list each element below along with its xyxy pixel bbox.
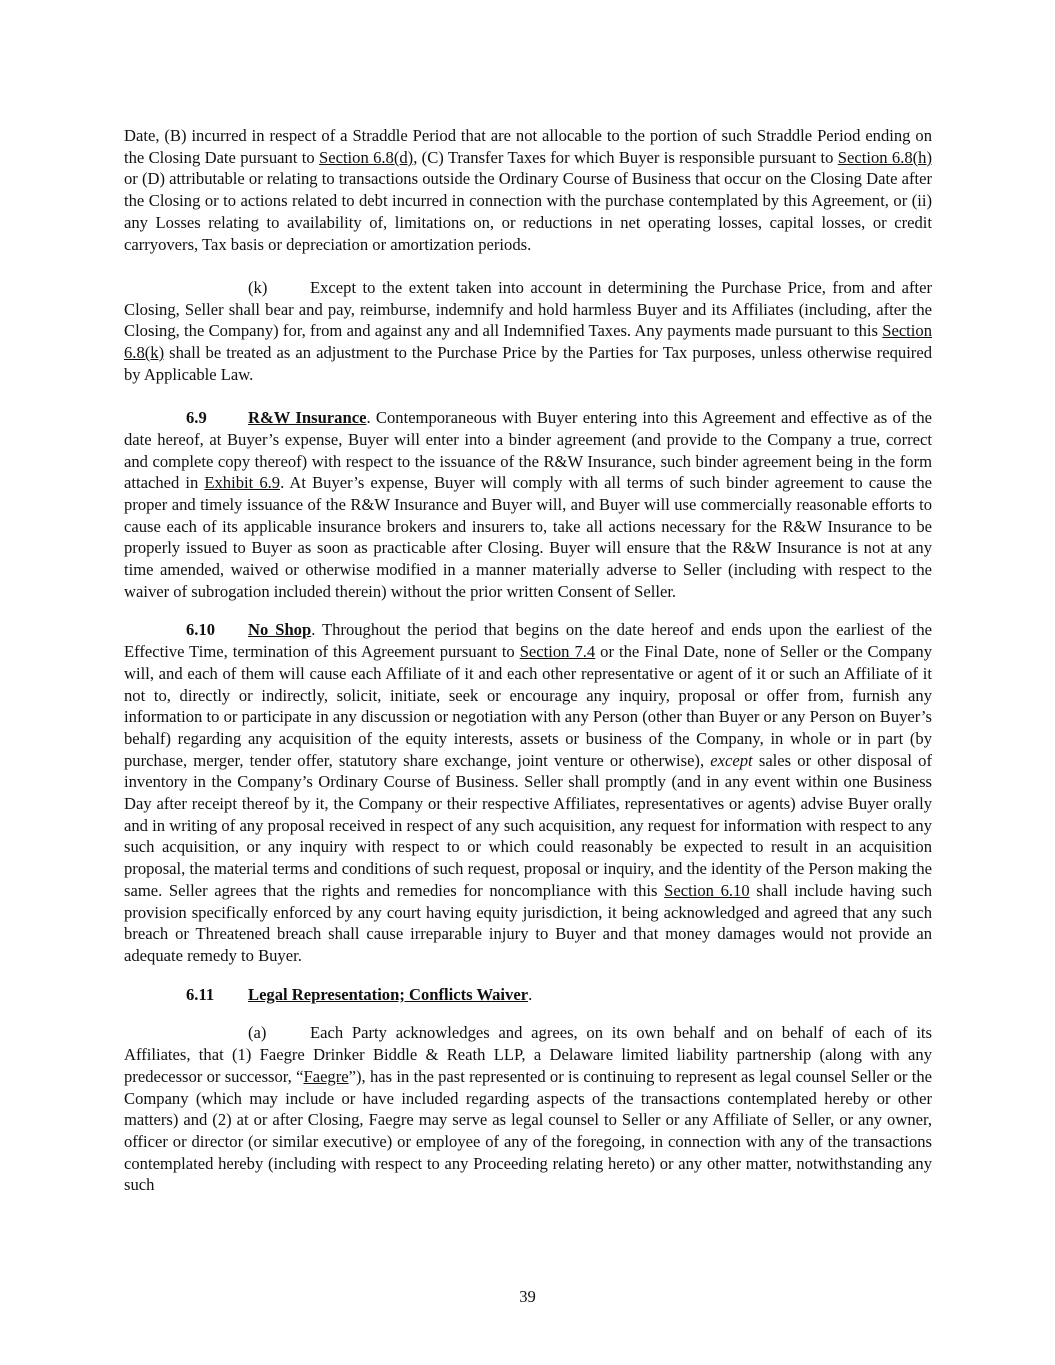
cross-reference: Exhibit 6.9 (204, 473, 281, 493)
section-number: 6.11 (186, 984, 215, 1004)
cross-reference: Section 6.8(d) (318, 147, 414, 167)
subsection-label: (k) (248, 277, 268, 297)
cross-reference: Section 6.8(k) (124, 321, 932, 363)
subsection-label: (a) (248, 1023, 267, 1043)
defined-term: Faegre (303, 1066, 349, 1086)
section-title: R&W Insurance (248, 408, 367, 428)
document-page (124, 125, 932, 1196)
subsection-k: (k) Except to the extent taken into account in determining the Purchase Price, from and after Closing, Seller shall bear and pay, reimburse, indemnify and hold harmless Buyer and its Affiliates (including, after the Closing, the Company) for, from and against any and all Indemnified Taxes. Any payments made pursuant to this Section 6.8(k) shall be treated as an adjustment to the Purchase Price by the Parties for Tax purposes, unless otherwise required by Applicable Law. (124, 277, 932, 384)
cross-reference: Section 6.10 (664, 880, 750, 900)
subsection-a: (a) Each Party acknowledges and agrees, on its own behalf and on behalf of each of its Affiliates, that (1) Faegre Drinker Biddle & Reath LLP, a Delaware limited liability partnership (along with any predecessor or successor, “Faegre”), has in the past represented or is continuing to represent as legal counsel Seller or the Company (which may include or have included regarding aspects of the transactions contemplated hereby or other matters) and (2) at or after Closing, Faegre may serve as legal counsel to Seller or any Affiliate of Seller, or any owner, officer or director (or similar executive) or employee of any of the foregoing, in connection with any of the transactions contemplated hereby (including with respect to any Proceeding relating hereto) or any other matter, notwithstanding any such (124, 1023, 932, 1195)
section-6-10: 6.10 No Shop. Throughout the period that begins on the date hereof and ends upon the earliest of the Effective Time, termination of this Agreement pursuant to Section 7.4 or the Final Date, none of Seller or the Company will, and each of them will cause each Affiliate of it and each other representative or agent of it or such an Affiliate of it not to, directly or indirectly, solicit, initiate, seek or encourage any inquiry, proposal or offer from, furnish any information to or participate in any discussion or negotiation with any Person (other than Buyer or any Person on Buyer’s behalf) regarding any acquisition of the equity interests, assets or business of the Company, in whole or in part (by purchase, merger, tender offer, statutory share exchange, joint venture or otherwise), except sales or other disposal of inventory in the Company’s Ordinary Course of Business. Seller shall promptly (and in any event within one Business Day after receipt thereof by it, the Company or their respective Affiliates, representatives or agents) advise Buyer orally and in writing of any proposal received in respect of any such acquisition, any request for information with respect to any such acquisition, or any inquiry with respect to or which could reasonably be expected to result in an acquisition proposal, the material terms and conditions of such request, proposal or inquiry, and the identity of the Person making the same. Seller agrees that the rights and remedies for noncompliance with this Section 6.10 shall include having such provision specifically enforced by any court having equity jurisdiction, it being acknowledged and agreed that any such breach or Threatened breach shall cause irreparable injury to Buyer and that money damages would not provide an adequate remedy to Buyer. (124, 620, 932, 965)
section-6-9: 6.9 R&W Insurance. Contemporaneous with Buyer entering into this Agreement and effective as of the date hereof, at Buyer’s expense, Buyer will enter into a binder agreement (and provide to the Company a true, correct and complete copy thereof) with respect to the issuance of the R&W Insurance, such binder agreement being in the form attached in Exhibit 6.9. At Buyer’s expense, Buyer will comply with all terms of such binder agreement to cause the proper and timely issuance of the R&W Insurance and Buyer will, and Buyer will use commercially reasonable efforts to cause each of its applicable insurance brokers and insurers to, take all actions necessary for the R&W Insurance to be properly issued to Buyer as soon as practicable after Closing. Buyer will ensure that the R&W Insurance is not at any time amended, waived or otherwise modified in a manner materially adverse to Seller (including with respect to the waiver of subrogation included therein) without the prior written Consent of Seller. (124, 408, 933, 601)
section-6-11: 6.11 Legal Representation; Conflicts Waiver. (186, 984, 533, 1004)
section-title: No Shop (248, 620, 312, 640)
section-number: 6.9 (186, 408, 207, 428)
section-title: Legal Representation; Conflicts Waiver (248, 984, 529, 1004)
page-number: 39 (519, 1287, 536, 1306)
cross-reference: Section 7.4 (519, 642, 596, 662)
emphasis: except (710, 750, 753, 770)
cross-reference: Section 6.8(h) (837, 147, 932, 167)
section-number: 6.10 (186, 620, 216, 640)
paragraph-continuation: Date, (B) incurred in respect of a Straddle Period that are not allocable to the portion of such Straddle Period ending on the Closing Date pursuant to Section 6.8(d), (C) Transfer Taxes for which Buyer is responsible pursuant to Section 6.8(h) or (D) attributable or relating to transactions outside the Ordinary Course of Business that occur on the Closing Date after the Closing or to actions related to debt incurred in connection with the purchase contemplated by this Agreement, or (ii) any Losses relating to availability of, limitations on, or reductions in net operating losses, capital losses, or credit carryovers, Tax basis or depreciation or amortization periods. (124, 126, 932, 254)
